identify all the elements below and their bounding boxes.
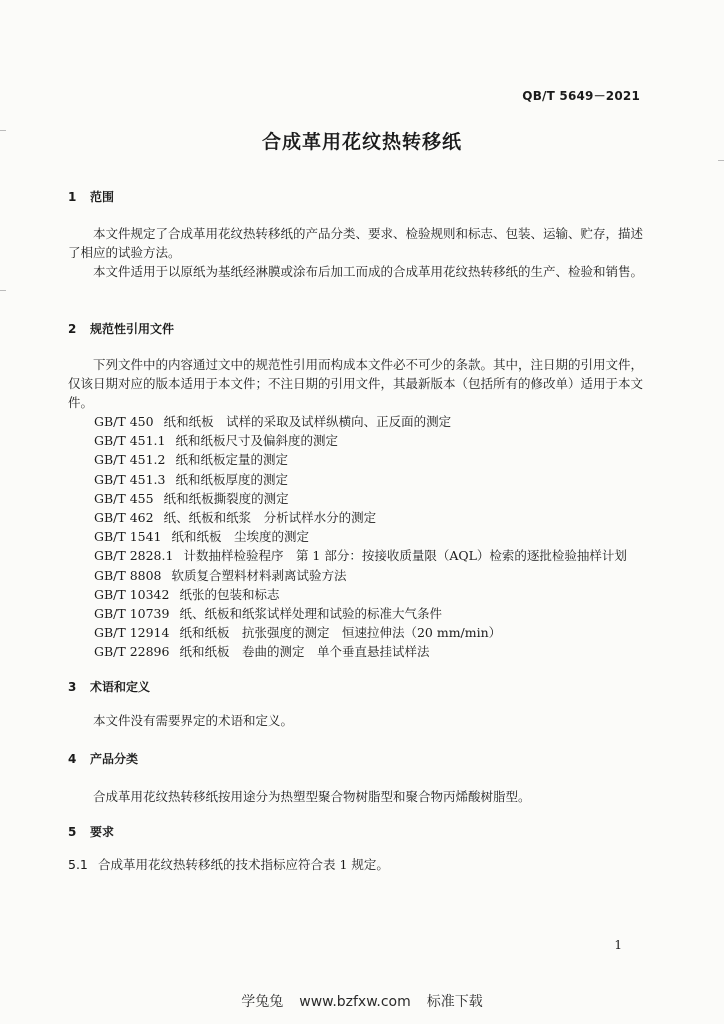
section-title: 规范性引用文件: [90, 322, 175, 336]
clause-number: 5.1: [68, 857, 88, 872]
section-heading-requirements: [68, 823, 114, 840]
paragraph: 本文件适用于以原纸为基纸经淋膜或涂布后加工而成的合成革用花纹热转移纸的生产、检验和销售。: [93, 264, 644, 279]
standard-code: QB/T 5649－2021: [522, 89, 640, 103]
clause-text: 合成革用花纹热转移纸的技术指标应符合表 1 规定。: [98, 857, 389, 872]
reference-code: GB/T 2828.1: [94, 548, 174, 564]
reference-code: GB/T 451.1: [94, 433, 166, 449]
reference-title: 纸和纸板 试样的采取及试样纵横向、正反面的测定: [163, 414, 452, 429]
reference-title: 纸和纸板 卷曲的测定 单个垂直悬挂试样法: [179, 644, 430, 660]
reference-item: [94, 412, 627, 431]
reference-code: GB/T 1541: [94, 529, 162, 545]
section-heading-scope: [68, 188, 114, 205]
section-title: 要求: [90, 825, 115, 839]
section-title: 范围: [90, 190, 115, 204]
document-title: 合成革用花纹热转移纸: [261, 131, 462, 153]
paragraph: 合成革用花纹热转移纸按用途分为热塑型聚合物树脂型和聚合物丙烯酸树脂型。: [93, 789, 531, 804]
reference-item: [94, 642, 627, 661]
section-heading-terms: [68, 678, 150, 695]
paragraph: 下列文件中的内容通过文中的规范性引用而构成本文件必不可少的条款。其中，注日期的引用文件，仅该日期对应的版本适用于本文件；不注日期的引用文件，其最新版本（包括所有的修改单）适用于本文件。: [68, 357, 644, 410]
download-footer: [0, 991, 724, 1011]
reference-item: [94, 508, 627, 527]
reference-title: 纸和纸板尺寸及偏斜度的测定: [175, 433, 338, 449]
reference-item: [94, 489, 627, 508]
reference-item: [94, 623, 627, 642]
reference-title: 纸和纸板 抗张强度的测定 恒速拉伸法（20 mm/min）: [179, 625, 502, 641]
paragraph: 本文件没有需要界定的术语和定义。: [93, 713, 294, 728]
reference-code: GB/T 10739: [94, 606, 170, 622]
reference-item: [94, 450, 627, 469]
reference-item: [94, 527, 627, 546]
reference-item: [94, 604, 627, 623]
page-number: 1: [614, 938, 622, 952]
reference-code: GB/T 451.2: [94, 452, 166, 468]
reference-title: 纸张的包装和标志: [179, 586, 280, 602]
reference-item: [94, 585, 627, 604]
footer-url[interactable]: www.bzfxw.com: [299, 994, 411, 1010]
section-number: 4: [68, 752, 77, 766]
reference-title: 纸、纸板和纸浆试样处理和试验的标准大气条件: [179, 606, 442, 622]
reference-title: 纸、纸板和纸浆 分析试样水分的测定: [163, 510, 377, 526]
reference-item: [94, 566, 627, 585]
section-number: 3: [68, 680, 77, 694]
clause-5-1: [68, 855, 389, 873]
reference-item: [94, 470, 627, 489]
reference-title: 计数抽样检验程序 第 1 部分：按接收质量限（AQL）检索的逐批检验抽样计划: [183, 548, 627, 564]
reference-title: 纸和纸板撕裂度的测定: [163, 490, 289, 506]
reference-title: 纸和纸板 尘埃度的测定: [171, 529, 310, 545]
section-number: 1: [68, 190, 77, 204]
reference-item: [94, 546, 627, 565]
section-number: 2: [68, 322, 77, 336]
paragraph: 本文件规定了合成革用花纹热转移纸的产品分类、要求、检验规则和标志、包装、运输、贮存，描述了相应的试验方法。: [68, 226, 644, 260]
reference-code: GB/T 450: [94, 414, 154, 429]
section-heading-normative-references: [68, 320, 174, 337]
reference-code: GB/T 8808: [94, 567, 162, 583]
section-title: 产品分类: [90, 752, 139, 766]
section-number: 5: [68, 825, 77, 839]
scan-edge-mark: [0, 290, 6, 291]
footer-slogan: 标准下载: [426, 994, 483, 1010]
reference-title: 纸和纸板厚度的测定: [175, 471, 288, 487]
reference-code: GB/T 455: [94, 490, 154, 506]
section-heading-classification: [68, 750, 138, 767]
reference-code: GB/T 22896: [94, 644, 170, 660]
reference-code: GB/T 12914: [94, 625, 170, 641]
footer-site-name: 学兔兔: [241, 994, 284, 1010]
reference-code: GB/T 451.3: [94, 471, 166, 487]
reference-code: GB/T 10342: [94, 586, 170, 602]
reference-title: 软质复合塑料材料剥离试验方法: [171, 567, 347, 583]
reference-item: [94, 431, 627, 450]
reference-list: [94, 412, 627, 662]
reference-code: GB/T 462: [94, 510, 154, 526]
section-title: 术语和定义: [90, 680, 151, 694]
reference-title: 纸和纸板定量的测定: [175, 452, 288, 468]
scan-edge-mark: [718, 160, 724, 161]
